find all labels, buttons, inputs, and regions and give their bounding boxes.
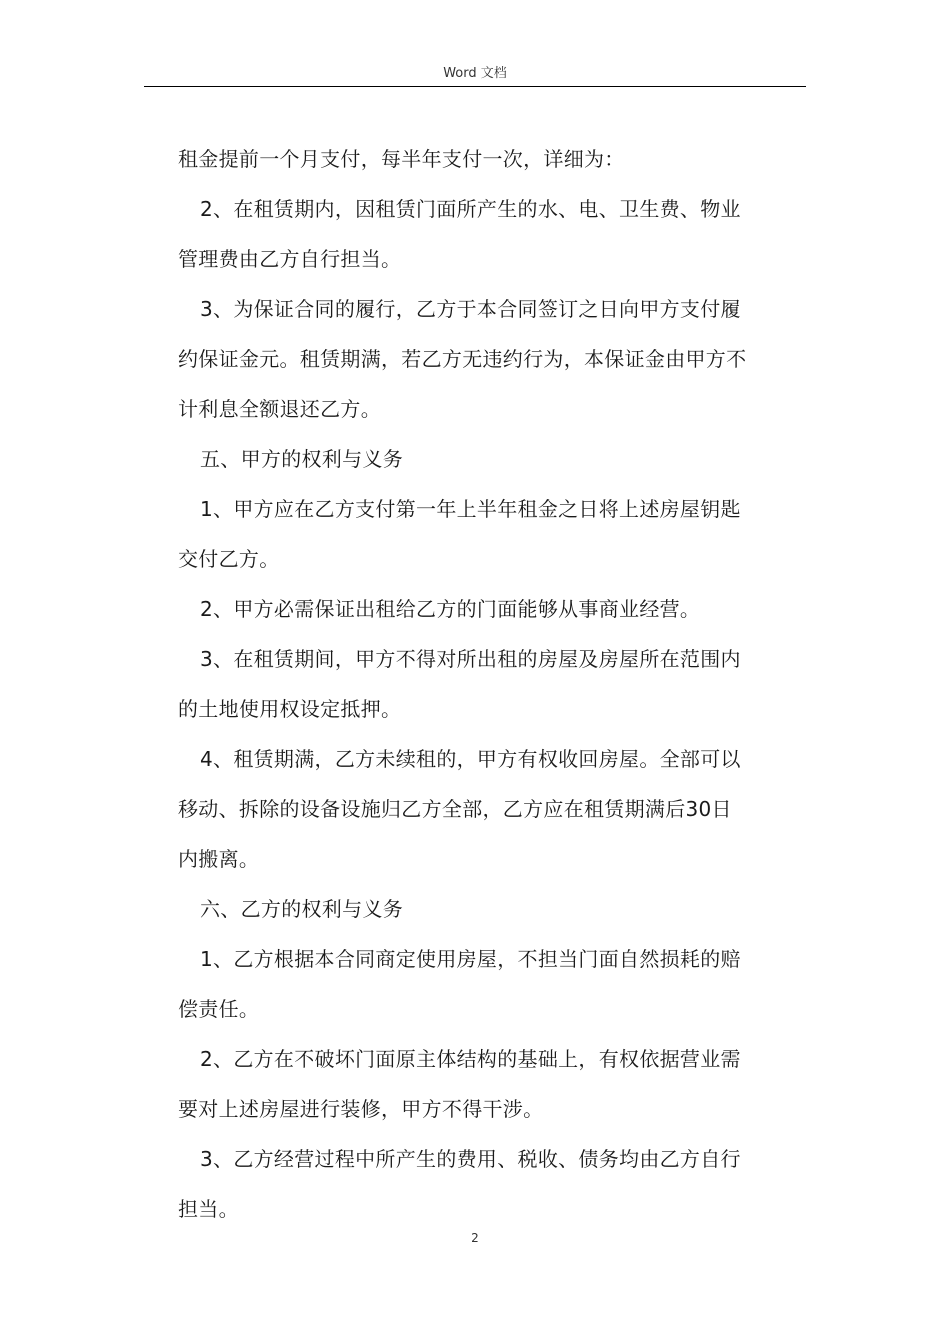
- body-line: 管理费由乙方自行担当。: [178, 247, 402, 271]
- body-line: 交付乙方。: [178, 547, 280, 571]
- body-line: 担当。: [178, 1197, 239, 1221]
- body-line: 2、在租赁期内，因租赁门面所产生的水、电、卫生费、物业: [200, 197, 741, 221]
- document-body: [178, 134, 808, 1234]
- page-number: 2: [471, 1231, 479, 1245]
- section-heading: 六、乙方的权利与义务: [200, 897, 403, 921]
- body-line: 1、甲方应在乙方支付第一年上半年租金之日将上述房屋钥匙: [200, 497, 741, 521]
- body-line: 租金提前一个月支付，每半年支付一次，详细为：: [178, 147, 625, 171]
- body-line: 要对上述房屋进行装修，甲方不得干涉。: [178, 1097, 544, 1121]
- body-line: 3、乙方经营过程中所产生的费用、税收、债务均由乙方自行: [200, 1147, 741, 1171]
- body-line: 约保证金元。租赁期满，若乙方无违约行为，本保证金由甲方不: [178, 347, 747, 371]
- body-line: 3、在租赁期间，甲方不得对所出租的房屋及房屋所在范围内: [200, 647, 741, 671]
- body-line: 2、甲方必需保证出租给乙方的门面能够从事商业经营。: [200, 597, 701, 621]
- body-line: 的土地使用权设定抵押。: [178, 697, 402, 721]
- body-line: 1、乙方根据本合同商定使用房屋，不担当门面自然损耗的赔: [200, 947, 741, 971]
- section-heading: 五、甲方的权利与义务: [200, 447, 403, 471]
- body-line: 4、租赁期满，乙方未续租的，甲方有权收回房屋。全部可以: [200, 747, 741, 771]
- header-divider: [144, 86, 806, 87]
- body-line: 移动、拆除的设备设施归乙方全部，乙方应在租赁期满后30日: [178, 797, 732, 821]
- body-line: 偿责任。: [178, 997, 260, 1021]
- body-line: 3、为保证合同的履行，乙方于本合同签订之日向甲方支付履: [200, 297, 741, 321]
- body-line: 计利息全额退还乙方。: [178, 397, 381, 421]
- body-line: 内搬离。: [178, 847, 260, 871]
- page-header-title: Word 文档: [443, 66, 507, 81]
- body-line: 2、乙方在不破坏门面原主体结构的基础上，有权依据营业需: [200, 1047, 741, 1071]
